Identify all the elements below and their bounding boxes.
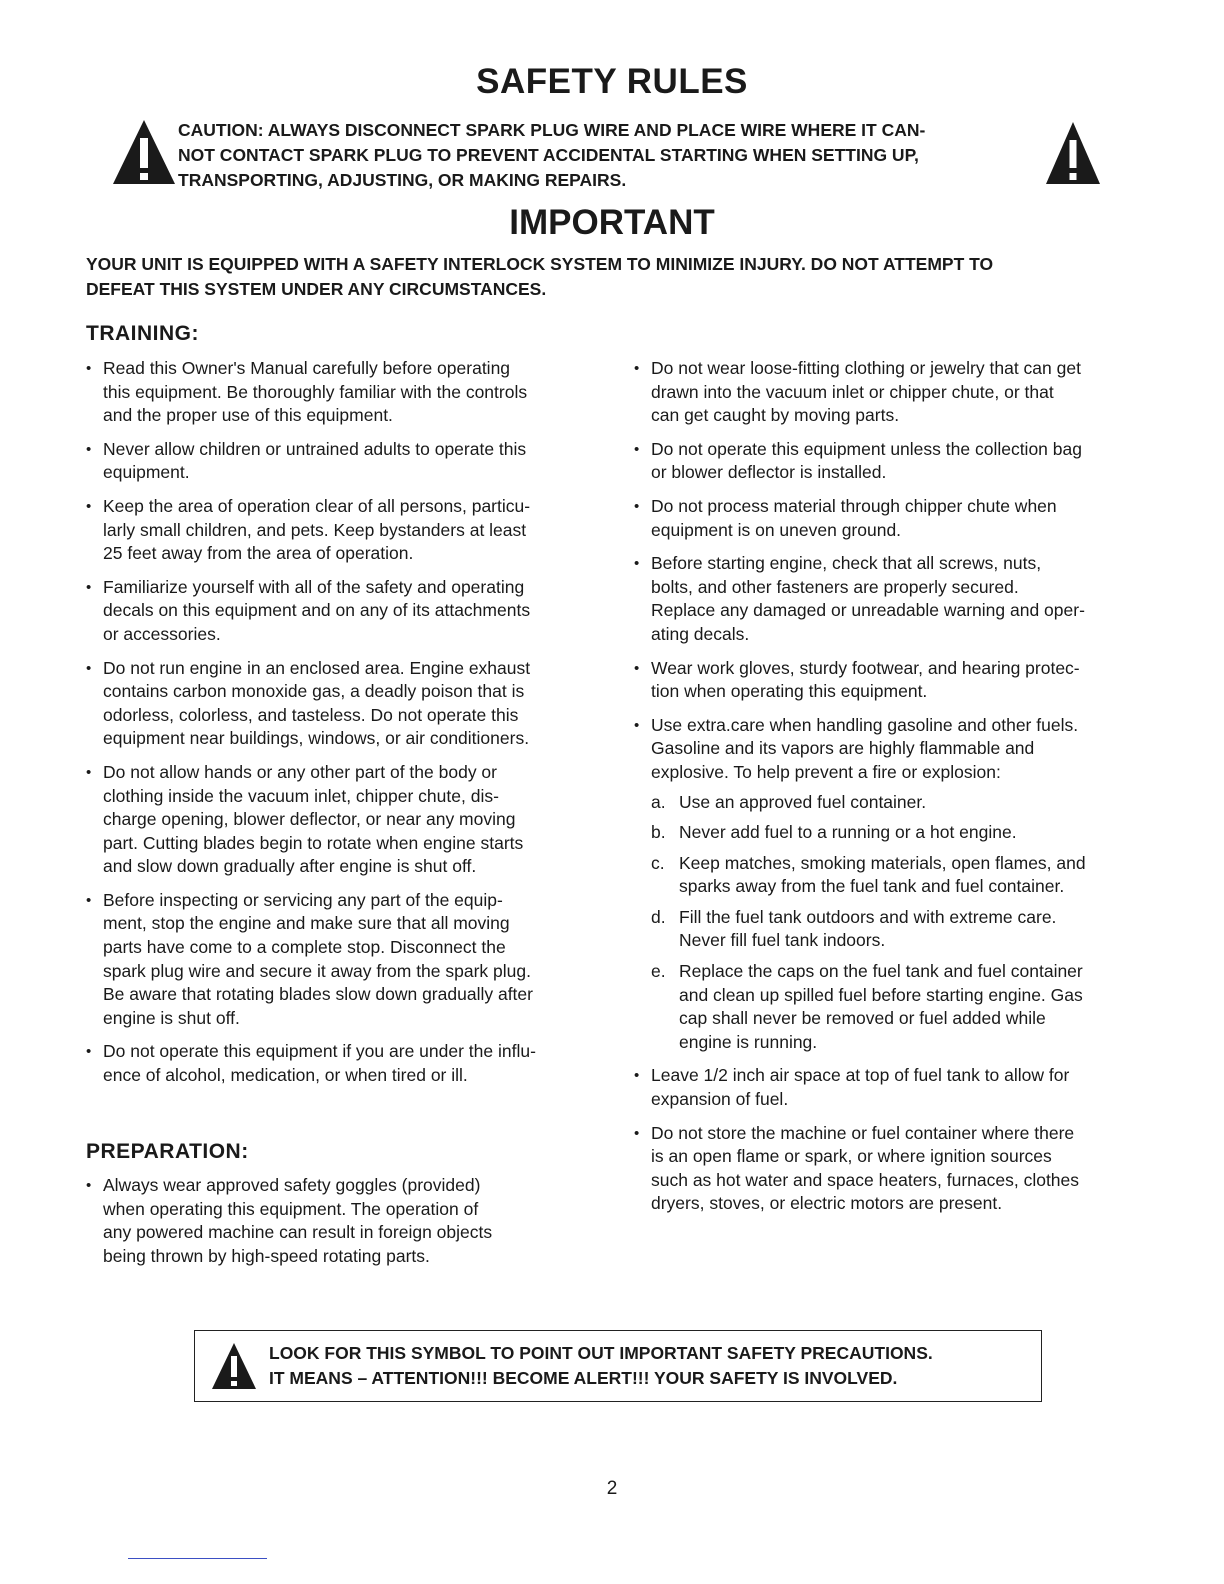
list-item [86, 357, 606, 428]
text-line: contains carbon monoxide gas, a deadly poison that is [103, 681, 525, 702]
text-line: Fill the fuel tank outdoors and with extreme care. [679, 906, 1057, 927]
text-line: • Familiarize yourself with all of the safety and operating [103, 576, 525, 597]
safety-list [634, 357, 1164, 1216]
text-line: clothing inside the vacuum inlet, chipper chute, dis- [103, 785, 499, 806]
sublist-letter: d. [651, 906, 666, 927]
list-item [634, 657, 1164, 704]
text-line: ment, stop the engine and make sure that all moving [103, 913, 510, 934]
text-line: odorless, colorless, and tasteless. Do not operate this [103, 704, 519, 725]
text-line: equipment is on uneven ground. [651, 519, 902, 540]
training-heading: TRAINING: [86, 322, 199, 345]
safety-symbol-callout [194, 1330, 1042, 1402]
preparation-list [86, 1174, 606, 1268]
text-line: Use an approved fuel container. [679, 791, 927, 812]
sublist-item [651, 906, 1164, 953]
text-line: • Do not operate this equipment if you are under the influ- [103, 1041, 536, 1062]
text-line: • Before inspecting or servicing any part of the equip- [103, 889, 503, 910]
callout-text [269, 1341, 933, 1391]
caution-notice [178, 118, 1048, 193]
text-line: • Keep the area of operation clear of all persons, particu- [103, 495, 531, 516]
text-line: Gasoline and its vapors are highly flammable and [651, 738, 1035, 759]
text-line: • Read this Owner's Manual carefully before operating [103, 358, 511, 378]
list-item [634, 714, 1164, 1055]
callout-line: IT MEANS – ATTENTION!!! BECOME ALERT!!! YOUR SAFETY IS INVOLVED. [269, 1368, 898, 1388]
text-line: any powered machine can result in foreign objects [103, 1222, 493, 1243]
text-line: larly small children, and pets. Keep bystanders at least [103, 519, 527, 540]
sublist-letter: c. [651, 852, 665, 873]
text-line: this equipment. Be thoroughly familiar with the controls [103, 381, 528, 402]
list-item [634, 495, 1164, 542]
list-item [86, 495, 606, 566]
sublist-item [651, 960, 1164, 1054]
sublist-item [651, 791, 1164, 815]
training-list-column [86, 357, 606, 1098]
text-line: ating decals. [651, 623, 750, 644]
text-line: Replace the caps on the fuel tank and fuel container [679, 961, 1083, 982]
caution-line: TRANSPORTING, ADJUSTING, OR MAKING REPAIRS. [178, 170, 627, 190]
text-line: drawn into the vacuum inlet or chipper chute, or that [651, 381, 1054, 402]
list-item [634, 357, 1164, 428]
fuel-sublist [651, 791, 1164, 1055]
text-line: can get caught by moving parts. [651, 405, 900, 426]
text-line: or accessories. [103, 623, 221, 644]
text-line: charge opening, blower deflector, or near any moving [103, 809, 516, 830]
text-line: and clean up spilled fuel before starting engine. Gas [679, 984, 1083, 1005]
text-line: Be aware that rotating blades slow down gradually after [103, 984, 533, 1005]
text-line: engine is running. [679, 1031, 818, 1052]
list-item [86, 438, 606, 485]
text-line: and the proper use of this equipment. [103, 405, 393, 426]
text-line: spark plug wire and secure it away from the spark plug. [103, 960, 531, 981]
text-line: • Never allow children or untrained adults to operate this [103, 438, 527, 459]
interlock-notice [86, 252, 1146, 302]
caution-line: CAUTION: ALWAYS DISCONNECT SPARK PLUG WIRE AND PLACE WIRE WHERE IT CAN- [178, 120, 926, 140]
sublist-item [651, 821, 1164, 845]
text-line: equipment near buildings, windows, or air conditioners. [103, 728, 530, 749]
right-column [634, 357, 1164, 1226]
notice-line: YOUR UNIT IS EQUIPPED WITH A SAFETY INTERLOCK SYSTEM TO MINIMIZE INJURY. DO NOT ATTEMPT TO [86, 254, 994, 274]
list-item [634, 1064, 1164, 1111]
sublist-letter: b. [651, 822, 666, 843]
text-line: • Do not run engine in an enclosed area. Engine exhaust [103, 657, 531, 678]
caution-line: NOT CONTACT SPARK PLUG TO PREVENT ACCIDENTAL STARTING WHEN SETTING UP, [178, 145, 919, 165]
sublist-item [651, 852, 1164, 899]
callout-line: LOOK FOR THIS SYMBOL TO POINT OUT IMPORTANT SAFETY PRECAUTIONS. [269, 1343, 933, 1363]
text-line: explosive. To help prevent a fire or explosion: [651, 761, 1001, 782]
list-item [86, 761, 606, 879]
text-line: bolts, and other fasteners are properly secured. [651, 576, 1019, 597]
page-title: SAFETY RULES [476, 62, 748, 101]
text-line: dryers, stoves, or electric motors are present. [651, 1193, 1003, 1214]
preparation-list-column [86, 1174, 606, 1278]
text-line: and slow down gradually after engine is shut off. [103, 856, 477, 877]
list-item [86, 889, 606, 1031]
text-line: • Always wear approved safety goggles (provided) [103, 1175, 481, 1195]
page-number: 2 [606, 1478, 618, 1499]
text-line: equipment. [103, 462, 190, 483]
text-line: is an open flame or spark, or where ignition sources [651, 1146, 1052, 1167]
text-line: when operating this equipment. The operation of [103, 1198, 479, 1219]
sublist-letter: a. [651, 791, 666, 812]
preparation-heading: PREPARATION: [86, 1140, 249, 1163]
text-line: Never add fuel to a running or a hot engine. [679, 822, 1017, 843]
list-item [634, 552, 1164, 646]
text-line: • Use extra.care when handling gasoline and other fuels. [651, 714, 1079, 735]
text-line: tion when operating this equipment. [651, 681, 928, 702]
text-line: Keep matches, smoking materials, open flames, and [679, 852, 1086, 873]
warning-triangle-icon [112, 118, 176, 186]
notice-line: DEFEAT THIS SYSTEM UNDER ANY CIRCUMSTANCES. [86, 279, 547, 299]
text-line: expansion of fuel. [651, 1089, 789, 1110]
text-line: such as hot water and space heaters, furnaces, clothes [651, 1169, 1080, 1190]
text-line: parts have come to a complete stop. Disconnect the [103, 937, 506, 958]
list-item [634, 1122, 1164, 1216]
text-line: or blower deflector is installed. [651, 462, 887, 483]
text-line: • Do not allow hands or any other part of the body or [103, 761, 497, 782]
training-list [86, 357, 606, 1088]
warning-triangle-icon [1045, 120, 1101, 186]
text-line: Never fill fuel tank indoors. [679, 930, 886, 951]
list-item [86, 1174, 606, 1268]
text-line: being thrown by high-speed rotating parts. [103, 1245, 430, 1266]
text-line: • Wear work gloves, sturdy footwear, and hearing protec- [651, 657, 1080, 678]
text-line: Replace any damaged or unreadable warning and oper- [651, 600, 1085, 621]
list-item [86, 657, 606, 751]
list-item [634, 438, 1164, 485]
text-line: sparks away from the fuel tank and fuel container. [679, 876, 1065, 897]
divider [128, 1558, 267, 1559]
text-line: • Before starting engine, check that all screws, nuts, [651, 553, 1042, 574]
text-line: • Do not wear loose-fitting clothing or jewelry that can get [651, 358, 1081, 378]
sublist-letter: e. [651, 961, 666, 982]
warning-triangle-icon [211, 1341, 257, 1391]
text-line: • Do not store the machine or fuel container where there [651, 1122, 1075, 1143]
text-line: ence of alcohol, medication, or when tired or ill. [103, 1065, 468, 1086]
text-line: decals on this equipment and on any of its attachments [103, 600, 531, 621]
text-line: 25 feet away from the area of operation. [103, 543, 414, 564]
text-line: cap shall never be removed or fuel added while [679, 1008, 1046, 1029]
list-item [86, 576, 606, 647]
important-heading: IMPORTANT [509, 203, 715, 242]
text-line: • Leave 1/2 inch air space at top of fuel tank to allow for [651, 1065, 1070, 1086]
text-line: • Do not operate this equipment unless the collection bag [651, 438, 1082, 459]
text-line: • Do not process material through chipper chute when [651, 495, 1057, 516]
text-line: part. Cutting blades begin to rotate when engine starts [103, 832, 524, 853]
text-line: engine is shut off. [103, 1007, 240, 1028]
list-item [86, 1040, 606, 1087]
